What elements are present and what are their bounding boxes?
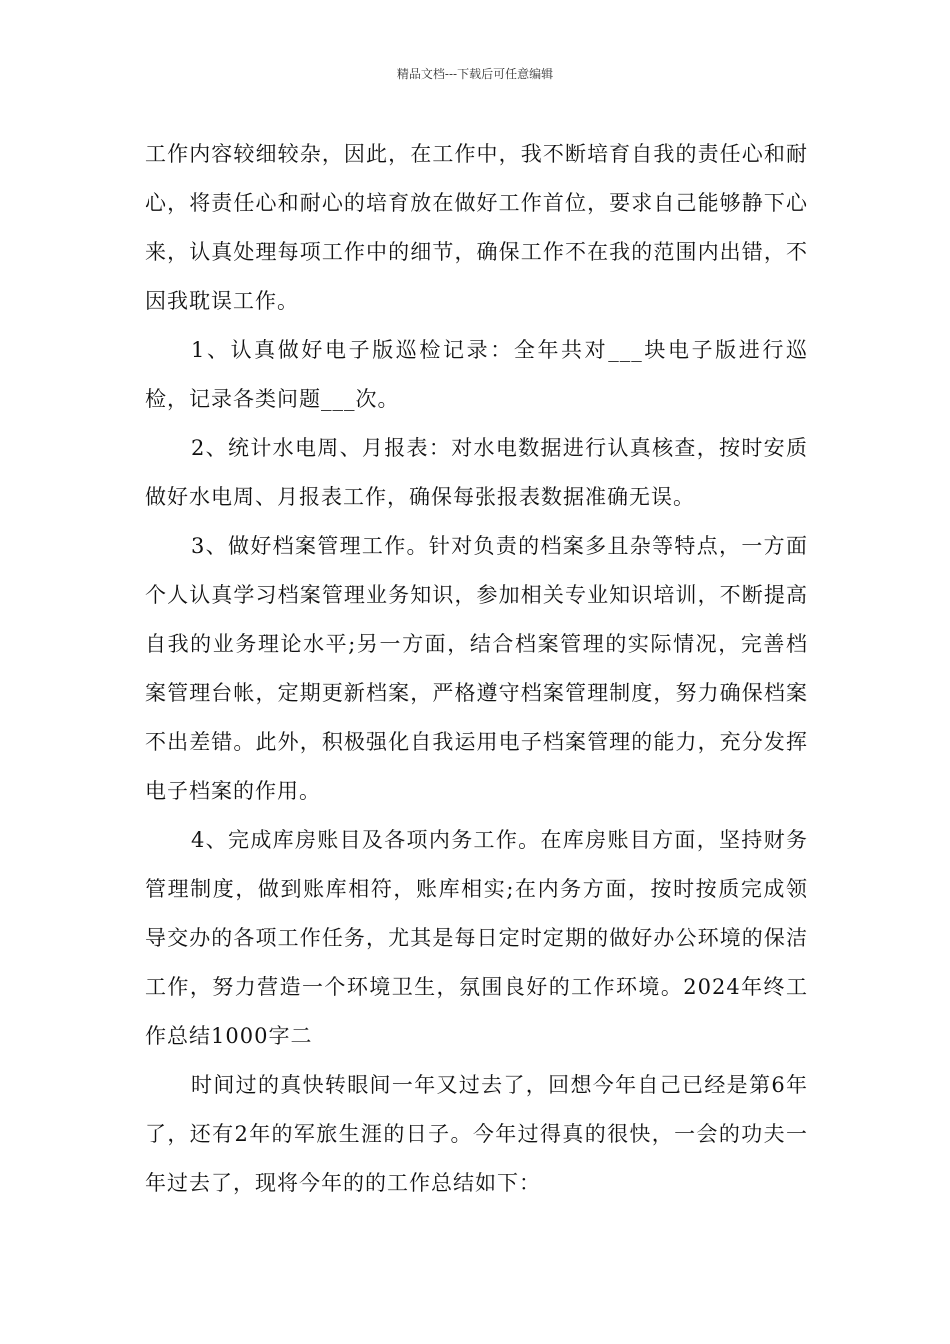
document-body [145,130,808,1208]
paragraph-intro: 工作内容较细较杂，因此，在工作中，我不断培育自我的责任心和耐心，将责任心和耐心的培育放在做好工作首位，要求自己能够静下心来，认真处理每项工作中的细节，确保工作不在我的范围内出错，不因我耽误工作。 [145,142,808,313]
paragraph-item-4: 4、完成库房账目及各项内务工作。在库房账目方面，坚持财务管理制度，做到账库相符，账库相实;在内务方面，按时按质完成领导交办的各项工作任务，尤其是每日定时定期的做好办公环境的保洁工作，努力营造一个环境卫生，氛围良好的工作环境。2024年终工作总结1000字二 [145,828,808,1048]
paragraph-item-2: 2、统计水电周、月报表：对水电数据进行认真核查，按时安质做好水电周、月报表工作，确保每张报表数据准确无误。 [145,436,808,509]
paragraph-item-3: 3、做好档案管理工作。针对负责的档案多且杂等特点，一方面个人认真学习档案管理业务知识，参加相关专业知识培训，不断提高自我的业务理论水平;另一方面，结合档案管理的实际情况，完善档案管理台帐，定期更新档案，严格遵守档案管理制度，努力确保档案不出差错。此外，积极强化自我运用电子档案管理的能力，充分发挥电子档案的作用。 [145,534,808,803]
paragraph-item-1: 1、认真做好电子版巡检记录：全年共对___块电子版进行巡检，记录各类问题___次。 [145,338,808,411]
page-header: 精品文档---下载后可任意编辑 [396,67,554,81]
paragraph-summary-2: 时间过的真快转眼间一年又过去了，回想今年自己已经是第6年了，还有2年的军旅生涯的日子。今年过得真的很快，一会的功夫一年过去了，现将今年的的工作总结如下： [145,1073,808,1195]
